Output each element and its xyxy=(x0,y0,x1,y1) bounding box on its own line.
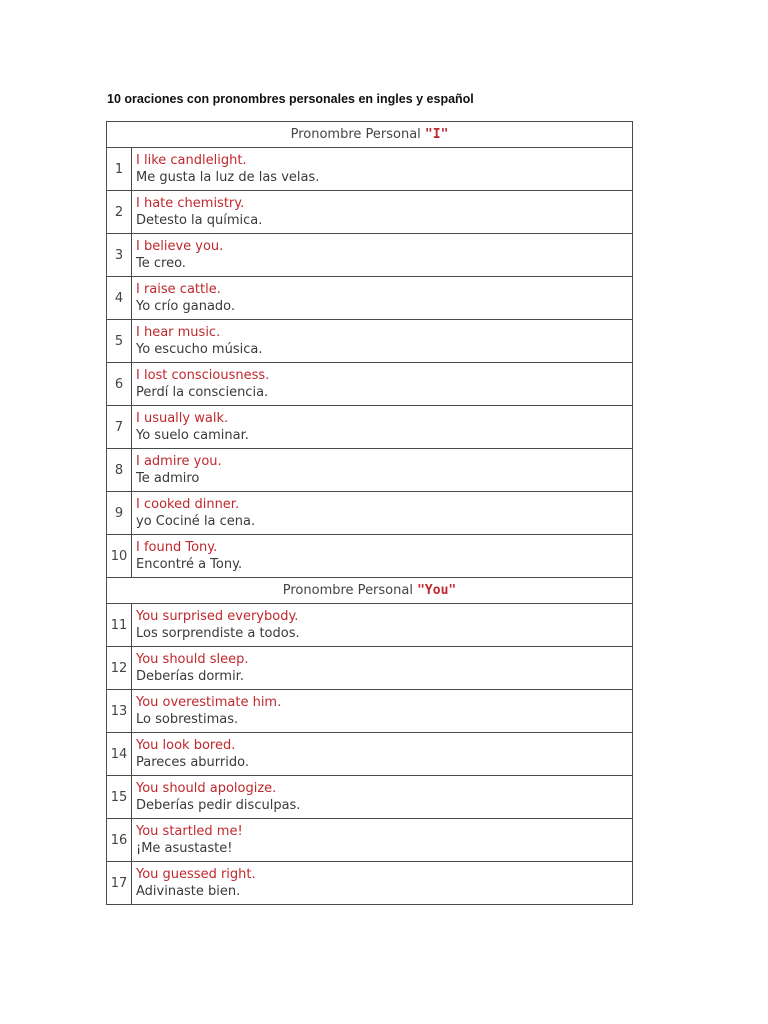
row-number: 10 xyxy=(107,535,132,578)
section-pronoun: "I" xyxy=(424,127,449,142)
spanish-sentence: Yo suelo caminar. xyxy=(136,428,249,443)
row-number: 14 xyxy=(107,733,132,776)
sentence-cell xyxy=(132,449,633,492)
document-title: 10 oraciones con pronombres personales en ingles y español xyxy=(107,92,474,106)
spanish-sentence: Adivinaste bien. xyxy=(136,884,241,899)
english-sentence: I believe you. xyxy=(136,239,224,254)
table-row xyxy=(107,234,633,277)
english-sentence: I usually walk. xyxy=(136,411,229,426)
table-row xyxy=(107,148,633,191)
spanish-sentence: Deberías dormir. xyxy=(136,669,244,684)
section-label: Pronombre Personal xyxy=(282,583,413,598)
pronoun-sentences-table xyxy=(106,121,633,905)
english-sentence: You surprised everybody. xyxy=(136,609,299,624)
row-number: 7 xyxy=(107,406,132,449)
sentence-cell xyxy=(132,733,633,776)
english-sentence: I like candlelight. xyxy=(136,153,247,168)
section-pronoun: "You" xyxy=(417,583,457,598)
sentence-cell xyxy=(132,277,633,320)
spanish-sentence: Te admiro xyxy=(136,471,200,486)
english-sentence: I hate chemistry. xyxy=(136,196,245,211)
table-row xyxy=(107,862,633,905)
row-number: 2 xyxy=(107,191,132,234)
table-row xyxy=(107,449,633,492)
spanish-sentence: Perdí la consciencia. xyxy=(136,385,269,400)
english-sentence: I hear music. xyxy=(136,325,221,340)
row-number: 13 xyxy=(107,690,132,733)
table-row xyxy=(107,492,633,535)
sentence-cell xyxy=(132,492,633,535)
sentence-cell xyxy=(132,406,633,449)
table-row xyxy=(107,776,633,819)
spanish-sentence: Lo sobrestimas. xyxy=(136,712,239,727)
table-row xyxy=(107,535,633,578)
english-sentence: I lost consciousness. xyxy=(136,368,270,383)
english-sentence: I raise cattle. xyxy=(136,282,221,297)
table-row xyxy=(107,604,633,647)
row-number: 17 xyxy=(107,862,132,905)
spanish-sentence: yo Cociné la cena. xyxy=(136,514,256,529)
english-sentence: You should apologize. xyxy=(136,781,277,796)
row-number: 8 xyxy=(107,449,132,492)
row-number: 15 xyxy=(107,776,132,819)
spanish-sentence: Deberías pedir disculpas. xyxy=(136,798,301,813)
spanish-sentence: Pareces aburrido. xyxy=(136,755,249,770)
table-row xyxy=(107,819,633,862)
section-label: Pronombre Personal xyxy=(290,127,421,142)
spanish-sentence: Te creo. xyxy=(136,256,186,271)
sentence-cell xyxy=(132,234,633,277)
sentence-cell xyxy=(132,320,633,363)
sentence-cell xyxy=(132,819,633,862)
sentence-cell xyxy=(132,862,633,905)
sentence-cell xyxy=(132,191,633,234)
table-row xyxy=(107,363,633,406)
section-header xyxy=(107,578,633,604)
table-row xyxy=(107,277,633,320)
table-row xyxy=(107,320,633,363)
row-number: 4 xyxy=(107,277,132,320)
sentence-cell xyxy=(132,690,633,733)
sentence-cell xyxy=(132,363,633,406)
row-number: 3 xyxy=(107,234,132,277)
section-header-row xyxy=(107,122,633,148)
sentence-cell xyxy=(132,604,633,647)
english-sentence: You should sleep. xyxy=(136,652,249,667)
english-sentence: I found Tony. xyxy=(136,540,218,555)
sentence-cell xyxy=(132,776,633,819)
table-row xyxy=(107,406,633,449)
table-row xyxy=(107,647,633,690)
row-number: 16 xyxy=(107,819,132,862)
spanish-sentence: Los sorprendiste a todos. xyxy=(136,626,300,641)
spanish-sentence: Me gusta la luz de las velas. xyxy=(136,170,320,185)
english-sentence: You overestimate him. xyxy=(136,695,282,710)
english-sentence: You look bored. xyxy=(136,738,236,753)
table-body xyxy=(107,122,633,905)
english-sentence: I admire you. xyxy=(136,454,222,469)
english-sentence: You guessed right. xyxy=(136,867,256,882)
spanish-sentence: ¡Me asustaste! xyxy=(136,841,233,856)
row-number: 5 xyxy=(107,320,132,363)
section-header-row xyxy=(107,578,633,604)
row-number: 1 xyxy=(107,148,132,191)
english-sentence: I cooked dinner. xyxy=(136,497,240,512)
sentence-cell xyxy=(132,535,633,578)
table-row xyxy=(107,690,633,733)
spanish-sentence: Encontré a Tony. xyxy=(136,557,243,572)
spanish-sentence: Detesto la química. xyxy=(136,213,263,228)
row-number: 9 xyxy=(107,492,132,535)
row-number: 6 xyxy=(107,363,132,406)
sentence-cell xyxy=(132,647,633,690)
table-row xyxy=(107,191,633,234)
english-sentence: You startled me! xyxy=(136,824,243,839)
row-number: 12 xyxy=(107,647,132,690)
sentence-cell xyxy=(132,148,633,191)
section-header xyxy=(107,122,633,148)
row-number: 11 xyxy=(107,604,132,647)
spanish-sentence: Yo escucho música. xyxy=(136,342,263,357)
table-row xyxy=(107,733,633,776)
spanish-sentence: Yo crío ganado. xyxy=(136,299,236,314)
